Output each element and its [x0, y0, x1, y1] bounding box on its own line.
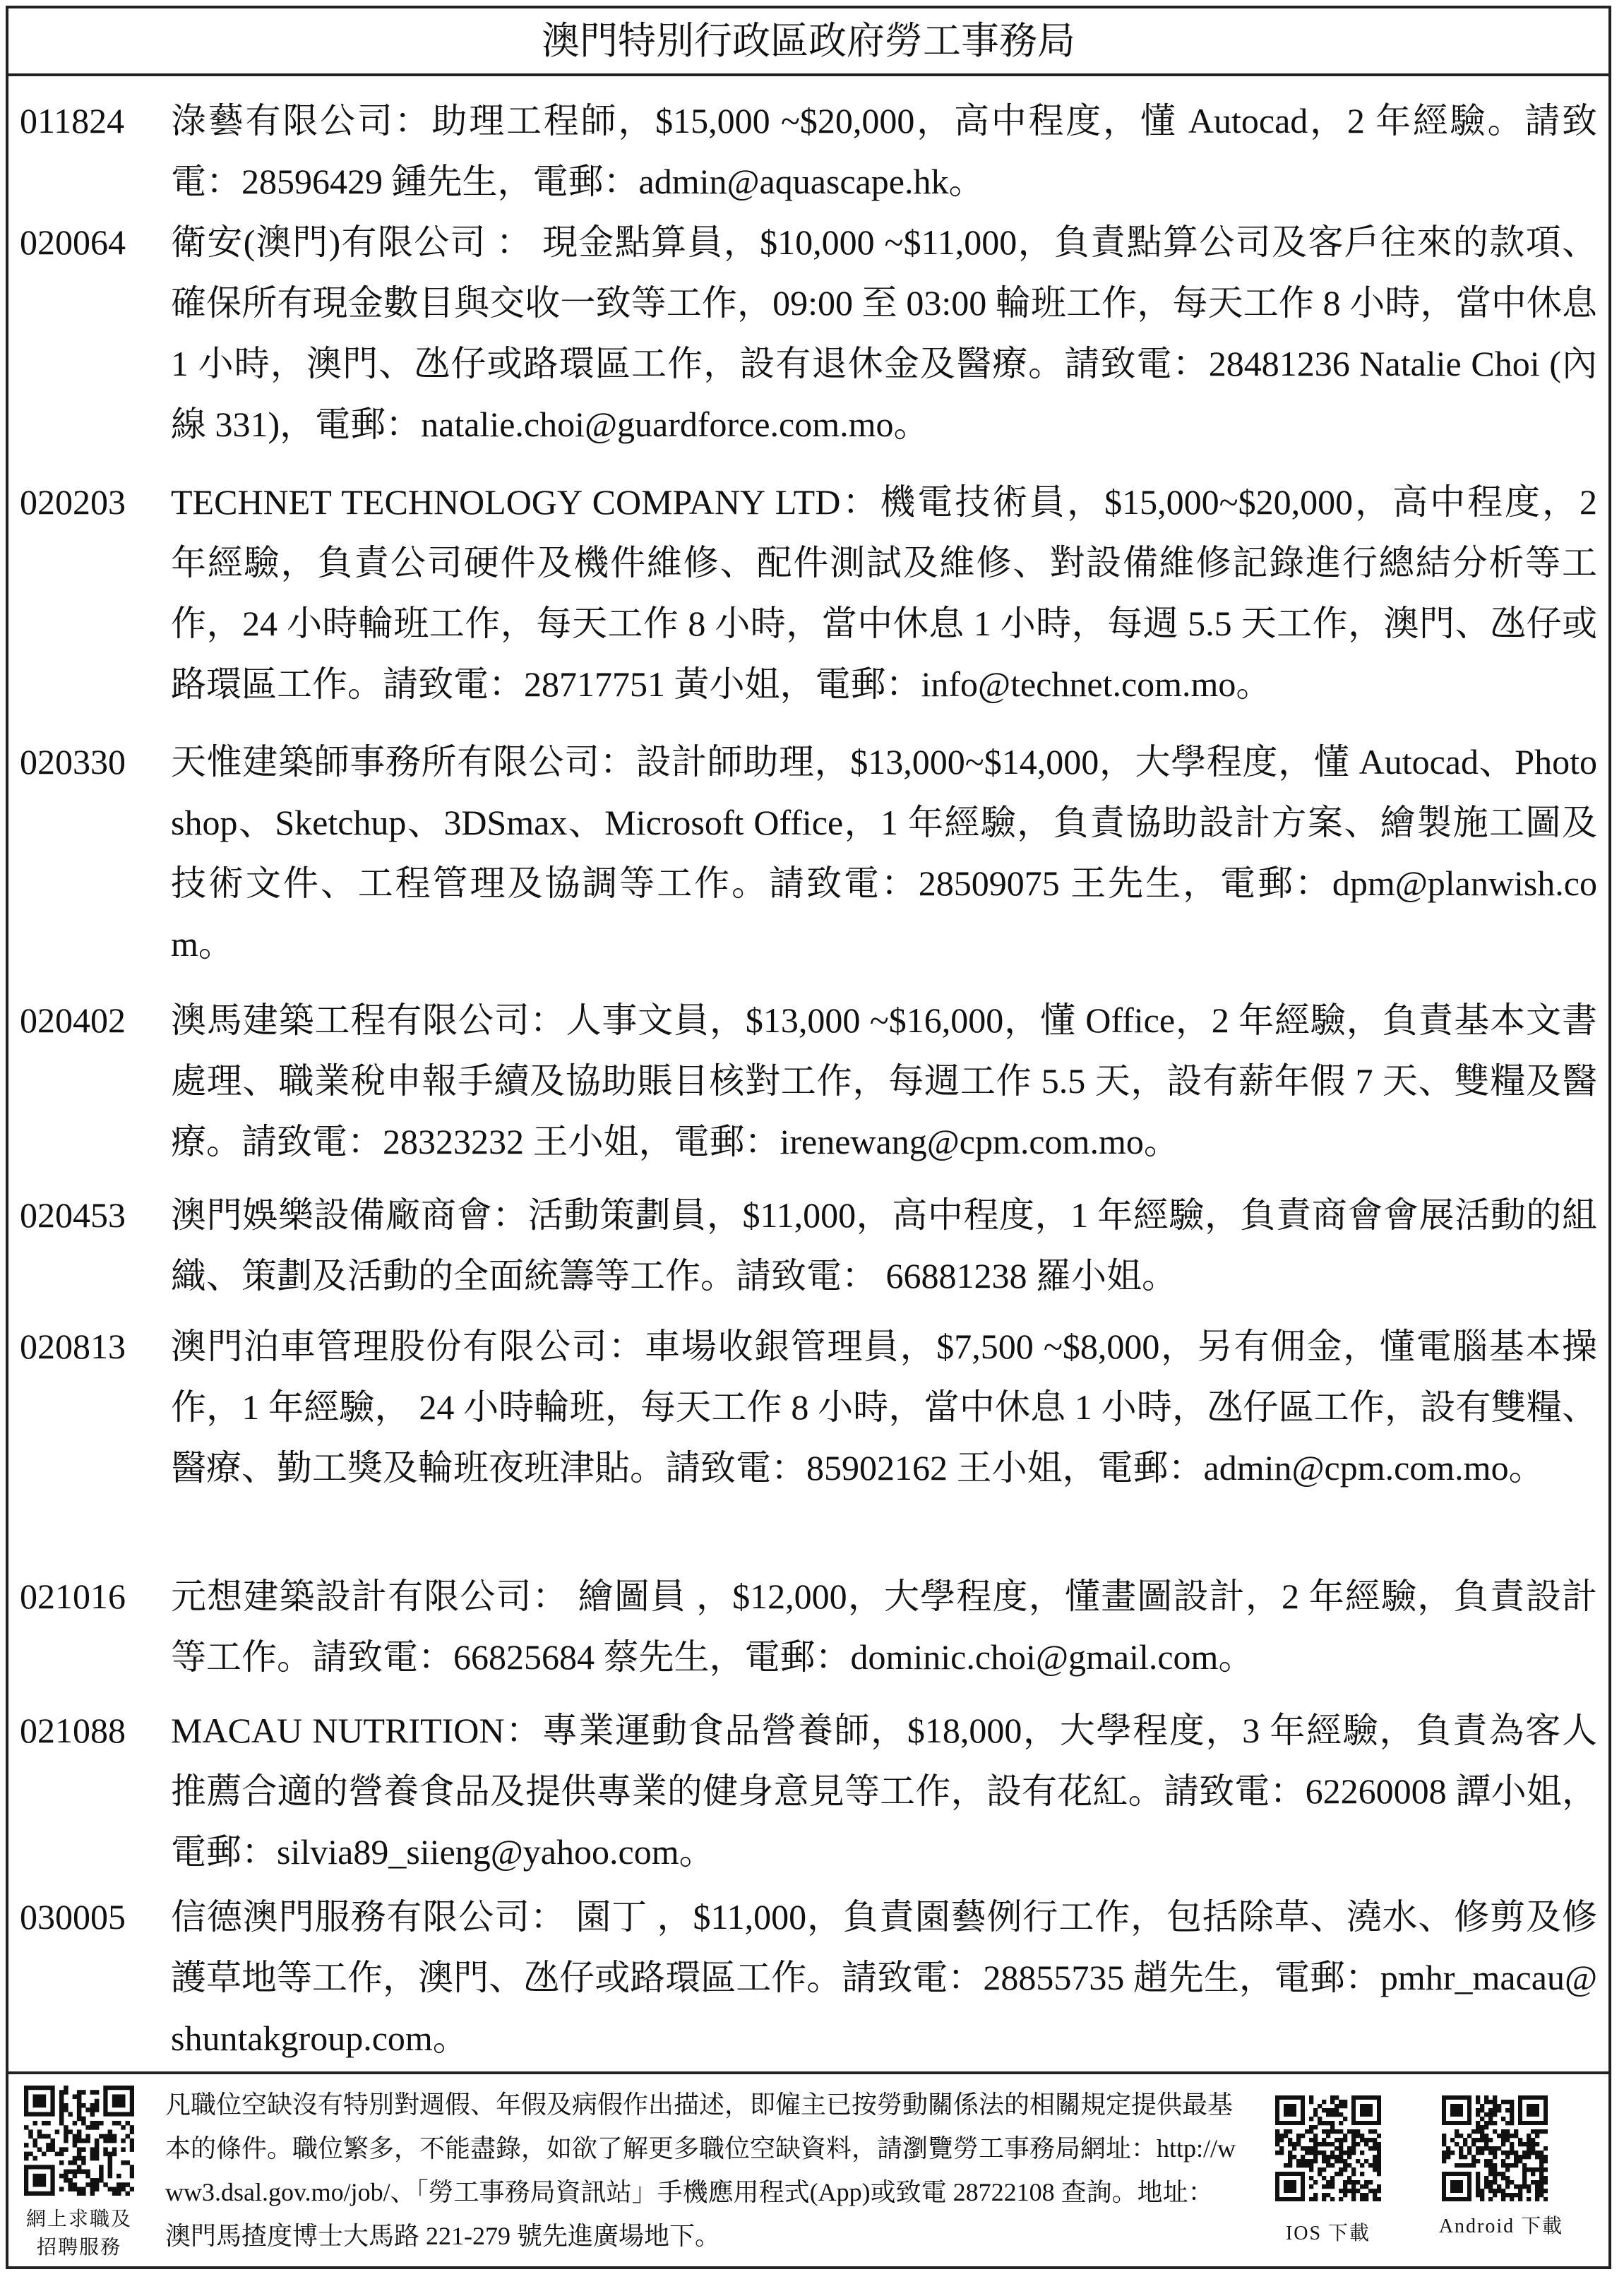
job-code: 021016 [20, 1577, 126, 1616]
android-download-caption: Android 下載 [1438, 2215, 1564, 2237]
page-title: 澳門特別行政區政府勞工事務局 [8, 8, 1608, 76]
job-description: 衛安(澳門)有限公司 ： 現金點算員，$10,000 ~$11,000，負責點算公司及客戶往來的款項、確保所有現金數目與交收一致等工作，09:00 至 03:00 輪班工作，每天工作 8 小時，當中休息 1 小時，澳門、氹仔或路環區工作，設有退休金及醫療。請致電：28481236 Natalie Choi (內線 331)，電郵：natalie.choi@guardforce.com.mo。 [171, 222, 1597, 444]
footer-notice: 凡職位空缺沒有特別對週假、年假及病假作出描述，即僱主已按勞動關係法的相關規定提供最基本的條件。職位繁多，不能盡錄，如欲了解更多職位空缺資料，請瀏覽勞工事務局網址：http://www3.dsal.gov.mo/job/、「勞工事務局資訊站」手機應用程式(App)或致電 28722108 查詢。地址：澳門馬揸度博士大馬路 221-279 號先進廣場地下。 [165, 2090, 1236, 2250]
job-code: 020064 [20, 222, 126, 262]
ios-download-qr-code[interactable] [1275, 2095, 1381, 2201]
job-code: 020203 [20, 482, 126, 522]
job-code: 030005 [20, 1897, 126, 1937]
job-description: 信德澳門服務有限公司： 園丁 ，$11,000，負責園藝例行工作，包括除草、澆水、修剪及修護草地等工作，澳門、氹仔或路環區工作。請致電：28855735 趙先生，電郵：pmhr_macau@shuntakgroup.com。 [171, 1897, 1597, 2058]
job-description: 淥藝有限公司：助理工程師，$15,000 ~$20,000，高中程度，懂 Autocad，2 年經驗。請致電：28596429 鍾先生，電郵：admin@aquascape.hk。 [171, 101, 1597, 201]
job-code: 020402 [20, 1000, 126, 1040]
job-description: 天惟建築師事務所有限公司：設計師助理，$13,000~$14,000，大學程度，懂 Autocad、Photoshop、Sketchup、3DSmax、Microsoft Office，1 年經驗，負責協助設計方案、繪製施工圖及技術文件、工程管理及協調等工作。請致電：28509075 王先生，電郵：dpm@planwish.com。 [171, 742, 1597, 964]
job-description: MACAU NUTRITION：專業運動食品營養師，$18,000，大學程度，3 年經驗，負責為客人推薦合適的營養食品及提供專業的健身意見等工作，設有花紅。請致電：62260008 譚小姐，電郵：silvia89_siieng@yahoo.com。 [171, 1711, 1597, 1872]
ios-download-caption: IOS 下載 [1285, 2223, 1371, 2244]
document-frame [6, 6, 1611, 2269]
job-description: 澳門泊車管理股份有限公司：車場收銀管理員，$7,500 ~$8,000，另有佣金，懂電腦基本操作，1 年經驗， 24 小時輪班，每天工作 8 小時，當中休息 1 小時，氹仔區工作，設有雙糧、醫療、勤工獎及輪班夜班津貼。請致電：85902162 王小姐，電郵：admin@cpm.com.mo。 [171, 1327, 1597, 1488]
job-description: 澳馬建築工程有限公司：人事文員，$13,000 ~$16,000，懂 Office，2 年經驗，負責基本文書處理、職業稅申報手續及協助賬目核對工作，每週工作 5.5 天，設有薪年假 7 天、雙糧及醫療。請致電：28323232 王小姐，電郵：irenewang@cpm.com.mo。 [171, 1000, 1597, 1161]
job-description: 元想建築設計有限公司： 繪圖員 ，$12,000，大學程度，懂畫圖設計，2 年經驗，負責設計等工作。請致電：66825684 蔡先生，電郵：dominic.choi@gmail.com。 [171, 1577, 1597, 1677]
footer [8, 2071, 1608, 2266]
job-description: TECHNET TECHNOLOGY COMPANY LTD：機電技術員，$15,000~$20,000，高中程度，2 年經驗，負責公司硬件及機件維修、配件測試及維修、對設備維修記錄進行總結分析等工作，24 小時輪班工作，每天工作 8 小時，當中休息 1 小時，每週 5.5 天工作，澳門、氹仔或路環區工作。請致電：28717751 黃小姐，電郵：info@technet.com.mo。 [171, 482, 1597, 704]
job-code: 020813 [20, 1327, 126, 1366]
android-download-qr-code[interactable] [1442, 2095, 1548, 2201]
job-code: 021088 [20, 1711, 126, 1750]
job-code: 011824 [20, 101, 125, 140]
job-code: 020453 [20, 1195, 126, 1235]
qr-caption-line-1: 網上求職及 [25, 2208, 132, 2230]
job-description: 澳門娛樂設備廠商會：活動策劃員，$11,000，高中程度，1 年經驗，負責商會會展活動的組織、策劃及活動的全面統籌等工作。請致電： 66881238 羅小姐。 [171, 1195, 1597, 1296]
qr-caption-line-2: 招聘服務 [36, 2237, 121, 2259]
job-code: 020330 [20, 742, 126, 782]
job-service-qr-code[interactable] [24, 2086, 134, 2196]
